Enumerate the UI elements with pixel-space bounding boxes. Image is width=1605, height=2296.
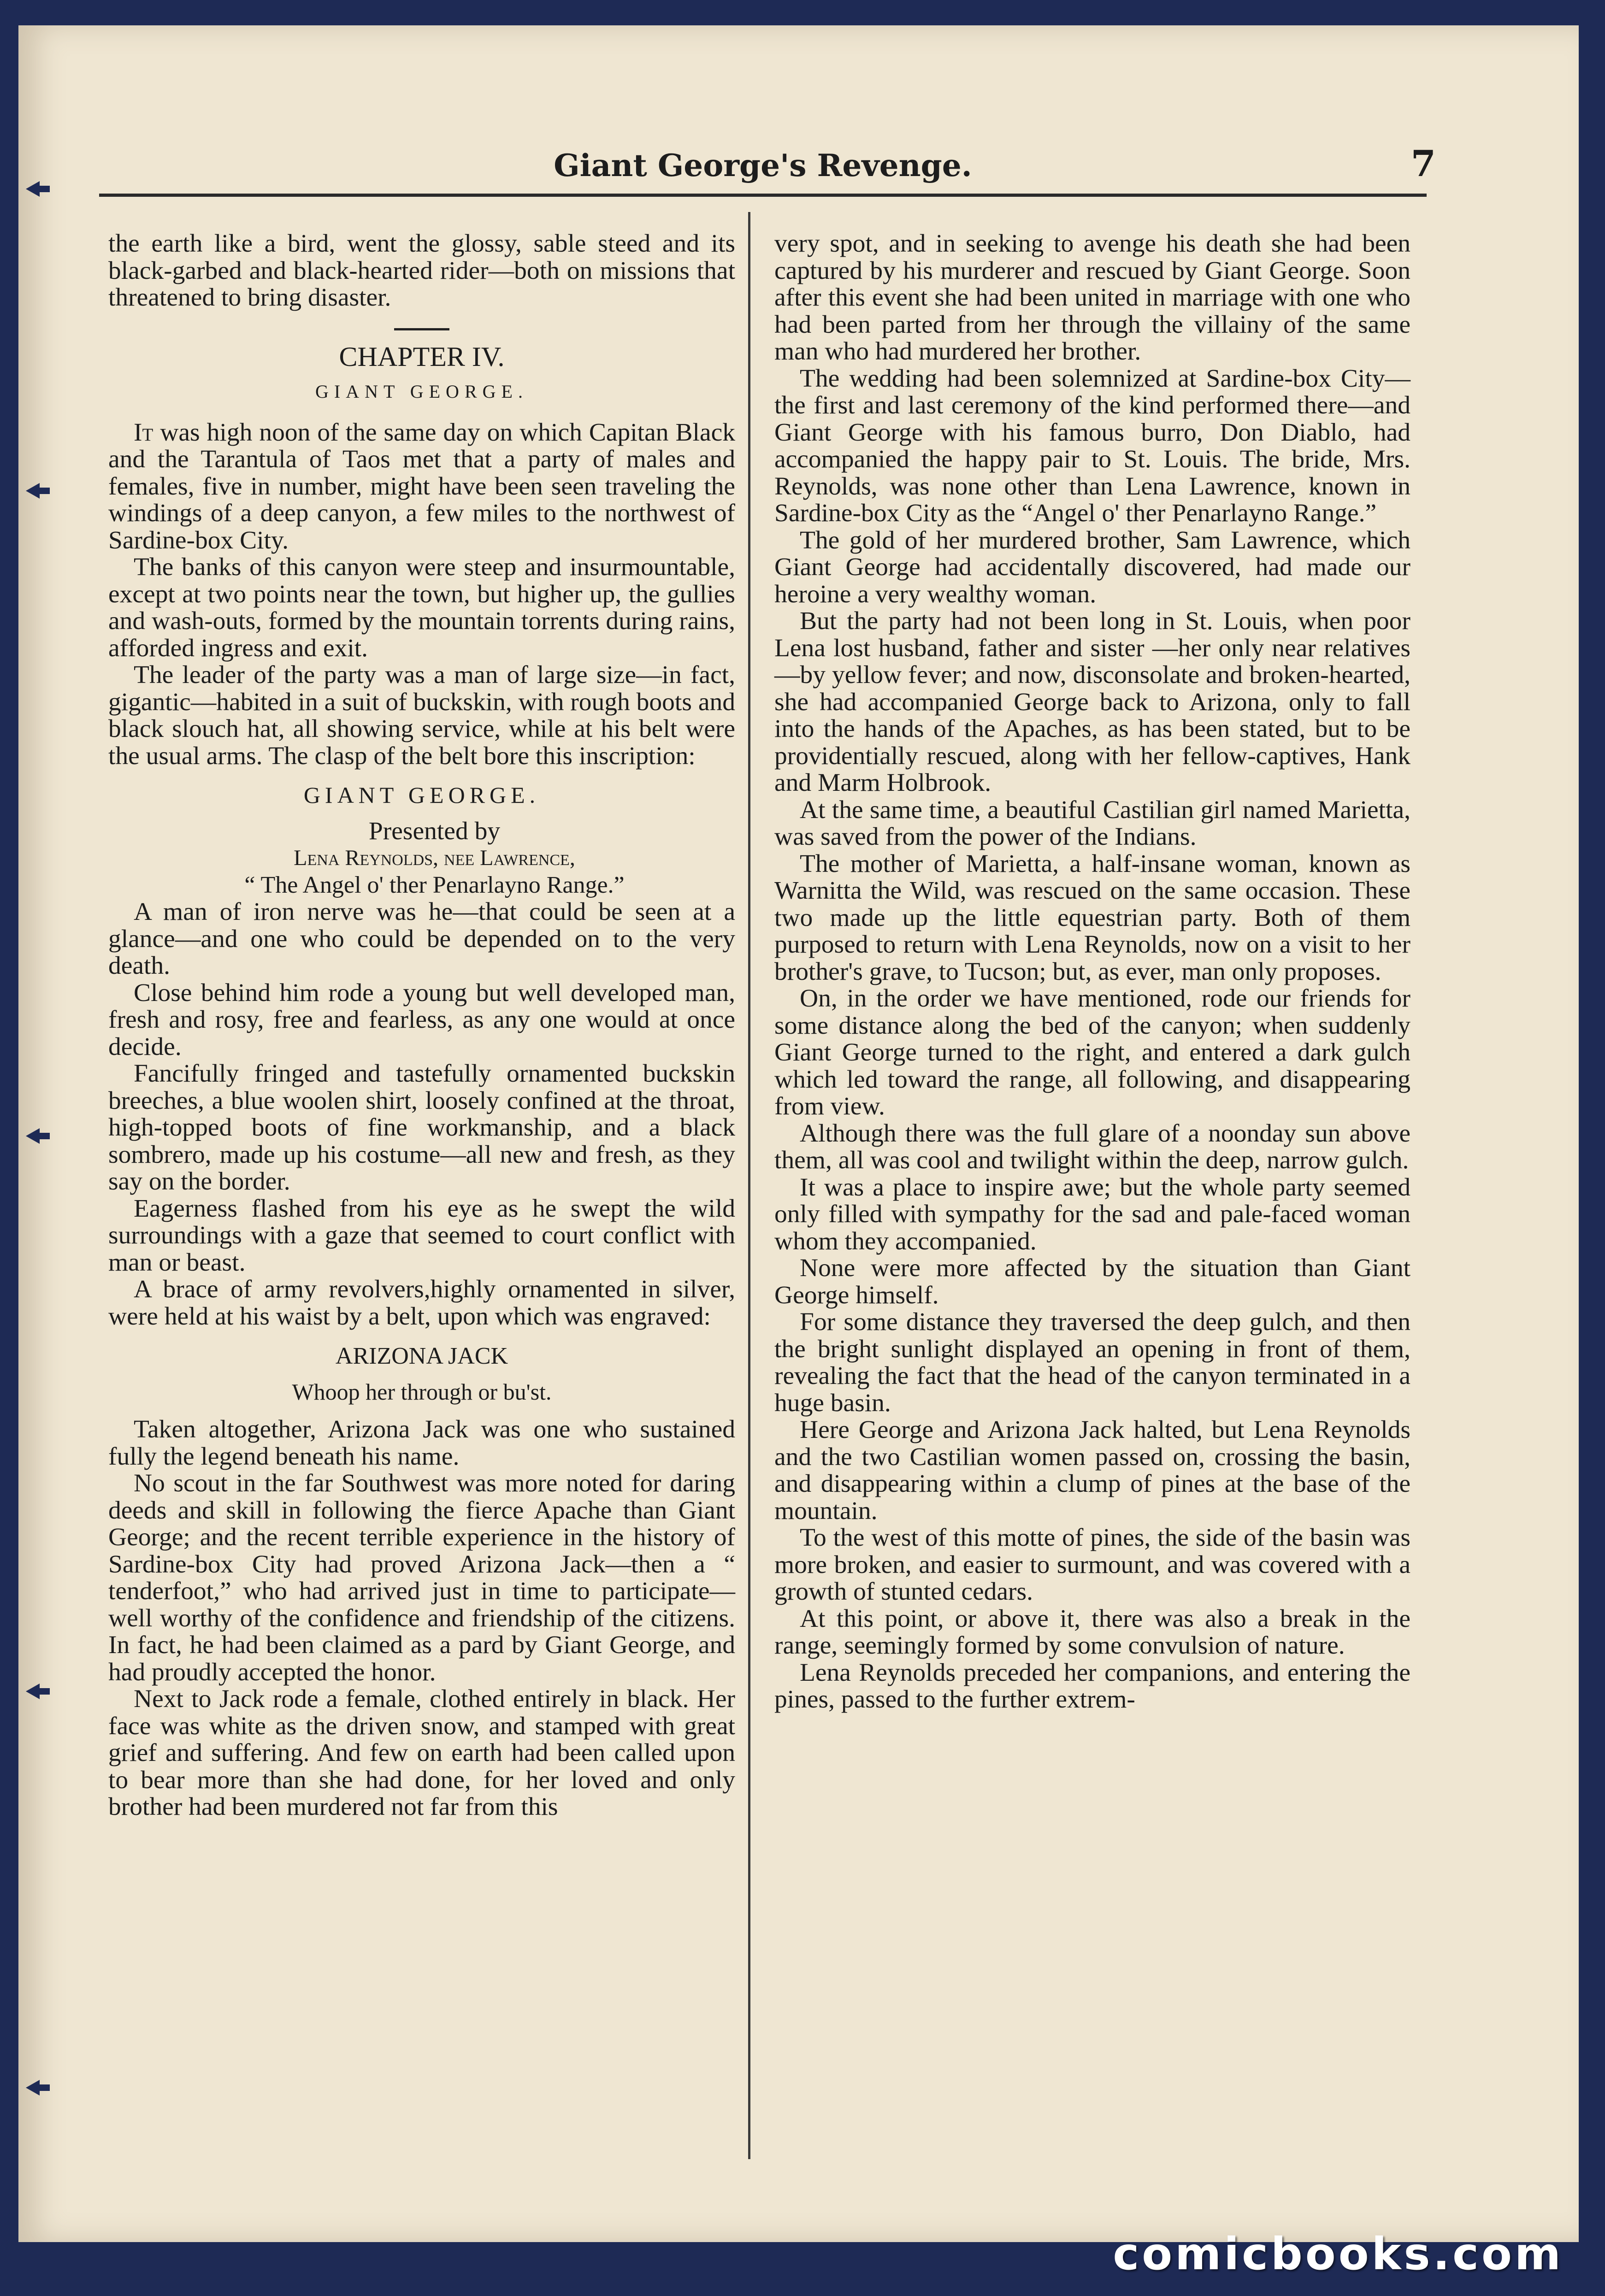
inscription-quote: “ The Angel o' ther Penarlayno Range.” bbox=[244, 871, 625, 898]
paragraph: Lena Reynolds preceded her companions, and entering the pines, passed to the further extrem- bbox=[774, 1658, 1410, 1713]
paragraph: The wedding had been solemnized at Sardine-box City—the first and last ceremony of the kind performed there—and Giant George with his famous burro, Don Diablo, had accompanied the happy pair to St. Louis. The bride, Mrs. Reynolds, was none other than Lena Lawrence, known in Sardine-box City as the “Angel o' ther Penarlayno Range.” bbox=[774, 364, 1410, 527]
section-separator bbox=[394, 328, 449, 330]
inscription-presented: Presented by bbox=[368, 817, 501, 845]
column-divider bbox=[748, 212, 750, 2159]
paragraph: To the west of this motte of pines, the side of the basin was more broken, and easier to surmount, and was covered with a growth of stunted cedars. bbox=[774, 1524, 1410, 1606]
paragraph: The gold of her murdered brother, Sam Lawrence, which Giant George had accidentally discovered, had made our heroine a very wealthy woman. bbox=[774, 526, 1410, 608]
paragraph: Although there was the full glare of a noonday sun above them, all was cool and twilight within the deep, narrow gulch. bbox=[774, 1119, 1410, 1174]
binding-staple-icon bbox=[21, 2072, 53, 2104]
paragraph: Close behind him rode a young but well developed man, fresh and rosy, free and fearless, as any one would at once decide. bbox=[108, 978, 735, 1061]
page-header bbox=[99, 124, 1436, 197]
paragraph: The banks of this canyon were steep and insurmountable, except at two points near the town, but higher up, the gullies and wash-outs, formed by the mountain torrents during rains, afforded ingress and exit. bbox=[108, 553, 735, 662]
right-column bbox=[774, 230, 1410, 1713]
paragraph: The mother of Marietta, a half-insane woman, known as Warnitta the Wild, was rescued on the same occasion. These two made up the little equestrian party. Both of them purposed to return with Lena Reynolds, now on a visit to her brother's grave, to Tucson; but, as ever, man only proposes. bbox=[774, 849, 1410, 986]
drop-word: It bbox=[134, 418, 153, 447]
paragraph: very spot, and in seeking to avenge his death she had been captured by his murderer and rescued by Giant George. Soon after this event she had been united in marriage with one who had been parted from her through the villainy of the same man who had murdered her brother. bbox=[774, 230, 1410, 365]
inscription-by: Lena Reynolds, nee Lawrence, bbox=[294, 846, 575, 870]
paragraph: Fancifully fringed and tastefully ornamented buckskin breeches, a blue woolen shirt, loosely confined at the throat, high-topped boots of fine workmanship, and a black sombrero, made up his costume—all new and fresh, as they say on the border. bbox=[108, 1060, 735, 1195]
page-number: 7 bbox=[1410, 143, 1436, 185]
engraving-motto: Whoop her through or bu'st. bbox=[292, 1378, 552, 1405]
paragraph: It was high noon of the same day on which Capitan Black and the Tarantula of Taos met that a party of males and females, five in number, might have been seen traveling the windings of a deep canyon, a few miles to the northwest of Sardine-box City. bbox=[108, 418, 735, 554]
left-column bbox=[108, 230, 735, 1821]
chapter-title: GIANT GEORGE. bbox=[315, 381, 528, 402]
paragraph: A brace of army revolvers,highly ornamented in silver, were held at his waist by a belt, upon which was engraved: bbox=[108, 1275, 735, 1331]
paragraph: Eagerness flashed from his eye as he swept the wild surroundings with a gaze that seemed to court conflict with man or beast. bbox=[108, 1194, 735, 1277]
paragraph: A man of iron nerve was he—that could be seen at a glance—and one who could be depended on to the very death. bbox=[108, 898, 735, 980]
chapter-heading: CHAPTER IV. bbox=[339, 341, 505, 372]
paragraph: At this point, or above it, there was also a break in the range, seemingly formed by some convulsion of nature. bbox=[774, 1604, 1410, 1660]
paragraph: Here George and Arizona Jack halted, but Lena Reynolds and the two Castilian women passed on, crossing the basin, and disappearing within a clump of pines at the base of the mountain. bbox=[774, 1416, 1410, 1525]
running-title: Giant George's Revenge. bbox=[554, 147, 972, 183]
paragraph: the earth like a bird, went the glossy, sable steed and its black-garbed and black-hearted rider—both on missions that threatened to bring disaster. bbox=[108, 230, 735, 312]
paragraph: Taken altogether, Arizona Jack was one who sustained fully the legend beneath his name. bbox=[108, 1415, 735, 1471]
site-watermark: comicbooks.com bbox=[1113, 2228, 1564, 2280]
paragraph: But the party had not been long in St. Louis, when poor Lena lost husband, father and sister —her only near relatives—by yellow fever; and now, disconsolate and broken-hearted, she had accompanied George back to Arizona, only to fall into the hands of the Apaches, as has been stated, but to be providentially rescued, along with her fellow-captives, Hank and Marm Holbrook. bbox=[774, 607, 1410, 797]
paragraph: Next to Jack rode a female, clothed entirely in black. Her face was white as the driven snow, and stamped with great grief and suffering. And few on earth had been called upon to bear more than she had done, for her loved and only brother had been murdered not far from this bbox=[108, 1685, 735, 1821]
paragraph: The leader of the party was a man of large size—in fact, gigantic—habited in a suit of buckskin, with rough boots and black slouch hat, all showing service, while at his belt were the usual arms. The clasp of the belt bore this inscription: bbox=[108, 661, 735, 770]
paragraph: None were more affected by the situation than Giant George himself. bbox=[774, 1254, 1410, 1309]
binding-staple-icon bbox=[21, 1120, 53, 1152]
book-page bbox=[18, 25, 1579, 2242]
paragraph: At the same time, a beautiful Castilian girl named Marietta, was saved from the power of the Indians. bbox=[774, 795, 1410, 851]
paragraph: For some distance they traversed the deep gulch, and then the bright sunlight displayed an opening in front of them, revealing the fact that the head of the canyon terminated in a huge basin. bbox=[774, 1308, 1410, 1417]
engraving-name: ARIZONA JACK bbox=[335, 1343, 508, 1369]
binding-staple-icon bbox=[21, 475, 53, 507]
paragraph: No scout in the far Southwest was more noted for daring deeds and skill in following the fierce Apache than Giant George; and the recent terrible experience in the history of Sardine-box City had proved Arizona Jack—then a “ tenderfoot,” who had arrived just in time to participate—well worthy of the confidence and friendship of the citizens. In fact, he had been claimed as a pard by Giant George, and had proudly accepted the honor. bbox=[108, 1469, 735, 1686]
binding-staple-icon bbox=[21, 173, 53, 205]
inscription-name: GIANT GEORGE. bbox=[303, 782, 540, 808]
binding-staple-icon bbox=[21, 1675, 53, 1707]
paragraph: It was a place to inspire awe; but the whole party seemed only filled with sympathy for the sad and pale-faced woman whom they accompanied. bbox=[774, 1173, 1410, 1255]
paragraph: On, in the order we have mentioned, rode our friends for some distance along the bed of the canyon; when suddenly Giant George turned to the right, and entered a dark gulch which led toward the range, all following, and disappearing from view. bbox=[774, 984, 1410, 1120]
